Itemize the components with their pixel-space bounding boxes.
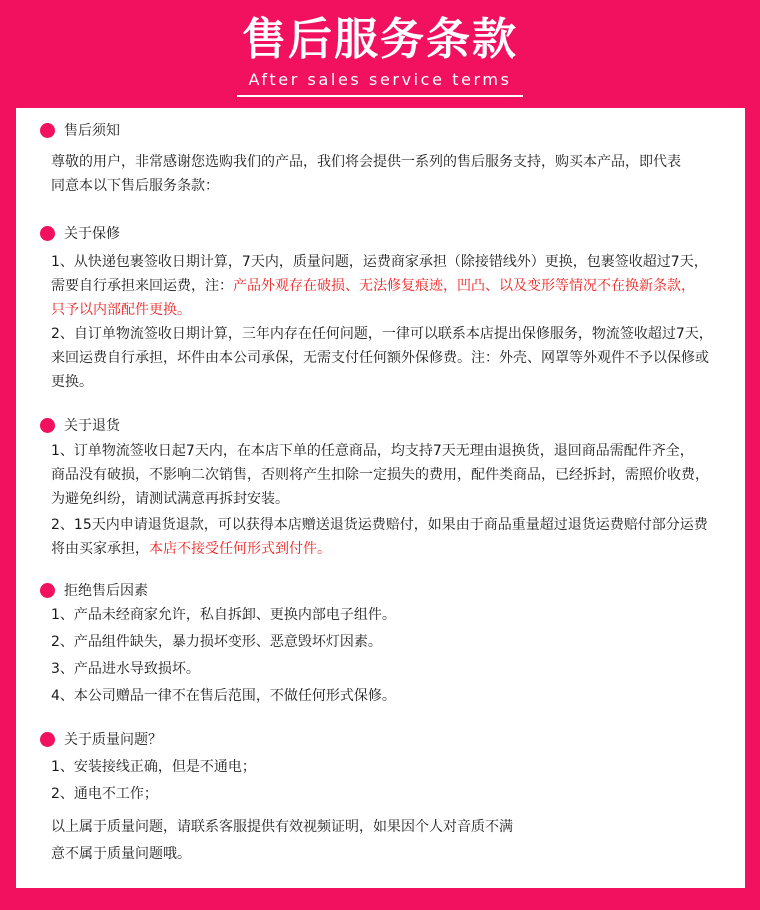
page-subtitle: After sales service terms <box>248 70 512 89</box>
text-line: 同意本以下售后服务条款： <box>51 178 219 194</box>
bullet-dot-icon <box>40 583 55 598</box>
title-underline <box>237 95 523 97</box>
text-line: 尊敬的用户，非常感谢您选购我们的产品，我们将会提供一系列的售后服务支持，购买本产品，即代表 <box>51 154 681 170</box>
list-item: 2、通电不工作； <box>51 786 158 802</box>
bullet-dot-icon <box>40 123 55 138</box>
section-heading-returns <box>40 413 120 437</box>
notice-paragraph <box>51 150 741 198</box>
bullet-dot-icon <box>40 418 55 433</box>
text-highlight-red: 产品外观存在破损、无法修复痕迹，凹凸、以及变形等情况不在换新条款， <box>233 278 695 294</box>
text-highlight-red: 只予以内部配件更换。 <box>51 302 191 318</box>
list-item: 4、本公司赠品一律不在售后范围，不做任何形式保修。 <box>51 688 396 704</box>
list-item: 2、产品组件缺失，暴力损坏变形、恶意毁坏灯因素。 <box>51 634 382 650</box>
section-heading-warranty <box>40 221 120 245</box>
section-heading-refusal <box>40 578 148 602</box>
text-line: 为避免纠纷，请测试满意再拆封安装。 <box>51 491 289 507</box>
terms-card <box>16 108 745 888</box>
text-line: 1、订单物流签收日起7天内，在本店下单的任意商品，均支持7天无理由退换货，退回商品需配件齐全， <box>51 443 694 459</box>
text-line: 2、自订单物流签收日期计算，三年内存在任何问题，一律可以联系本店提出保修服务，物流签收超过7天， <box>51 326 713 342</box>
list-item: 3、产品进水导致损坏。 <box>51 661 200 677</box>
warranty-paragraph-2 <box>51 322 741 394</box>
text-normal: 需要自行承担来回运费，注： <box>51 278 233 294</box>
text-line: 1、从快递包裹签收日期计算，7天内，质量问题，运费商家承担（除接错线外）更换，包裹签收超过7天， <box>51 254 708 270</box>
bullet-dot-icon <box>40 732 55 747</box>
list-item: 1、安装接线正确，但是不通电； <box>51 759 256 775</box>
text-line: 商品没有破损，不影响二次销售，否则将产生扣除一定损失的费用，配件类商品，已经拆封，需照价收费， <box>51 467 709 483</box>
text-line <box>51 537 741 561</box>
section-heading-label: 拒绝售后因素 <box>64 583 148 599</box>
section-heading-notice <box>40 118 120 142</box>
text-highlight-red: 本店不接受任何形式到付件。 <box>149 541 331 557</box>
text-line <box>51 274 741 298</box>
warranty-paragraph-1 <box>51 250 741 322</box>
section-heading-label: 售后须知 <box>64 123 120 139</box>
quality-note <box>51 814 741 868</box>
returns-paragraph-1 <box>51 439 741 511</box>
text-line: 以上属于质量问题，请联系客服提供有效视频证明，如果因个人对音质不满 <box>51 819 513 835</box>
text-line: 意不属于质量问题哦。 <box>51 846 191 862</box>
text-line: 更换。 <box>51 374 93 390</box>
section-heading-quality <box>40 727 162 751</box>
returns-paragraph-2 <box>51 513 741 561</box>
section-heading-label: 关于退货 <box>64 418 120 434</box>
text-line: 2、15天内申请退货退款，可以获得本店赠送退货运费赔付，如果由于商品重量超过退货运费赔付部分运费 <box>51 517 708 533</box>
refusal-list <box>51 602 741 710</box>
list-item: 1、产品未经商家允许，私自拆卸、更换内部电子组件。 <box>51 607 396 623</box>
quality-list <box>51 754 741 808</box>
text-line: 来回运费自行承担，坏件由本公司承保，无需支付任何额外保修费。注：外壳、网罩等外观件不予以保修或 <box>51 350 709 366</box>
section-heading-label: 关于质量问题？ <box>64 732 162 748</box>
page-title: 售后服务条款 <box>242 14 518 65</box>
text-normal: 将由买家承担， <box>51 541 149 557</box>
section-heading-label: 关于保修 <box>64 226 120 242</box>
bullet-dot-icon <box>40 226 55 241</box>
page-header <box>0 0 760 108</box>
